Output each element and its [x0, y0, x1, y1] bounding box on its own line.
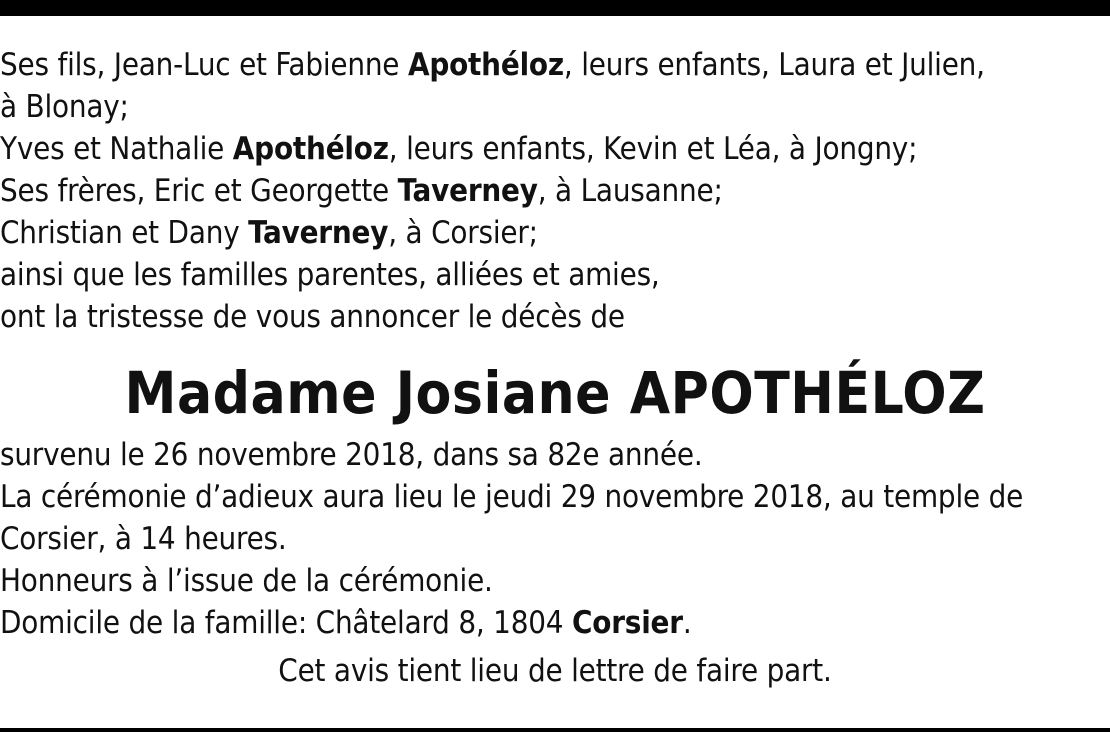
family-line-6: ainsi que les familles parentes, alliées et amies, [0, 257, 660, 293]
text-segment: . [682, 605, 692, 641]
family-line-3 [0, 128, 1110, 170]
family-surname: Taverney [397, 173, 538, 209]
top-rule [0, 0, 1110, 16]
details-line-2: La cérémonie d’adieux aura lieu le jeudi 29 novembre 2018, au temple de [0, 479, 1024, 515]
details-line-4: Honneurs à l’issue de la cérémonie. [0, 563, 493, 599]
text-segment: , leurs enfants, Laura et Julien, [563, 47, 985, 83]
closing-note: Cet avis tient lieu de lettre de faire part. [278, 653, 832, 689]
family-surname: Apothéloz [407, 47, 564, 83]
text-segment: Yves et Nathalie [0, 131, 233, 167]
family-line-2: à Blonay; [0, 89, 129, 125]
details-line-5 [0, 602, 1110, 644]
family-surname: Taverney [248, 215, 389, 251]
details-line-3: Corsier, à 14 heures. [0, 521, 287, 557]
text-segment: Domicile de la famille: Châtelard 8, 1804 [0, 605, 573, 641]
family-line-4 [0, 170, 1110, 212]
text-segment: Ses frères, Eric et Georgette [0, 173, 398, 209]
text-segment: , leurs enfants, Kevin et Léa, à Jongny; [388, 131, 918, 167]
bottom-rule [0, 728, 1110, 732]
family-line-5 [0, 212, 1110, 254]
family-surname: Apothéloz [232, 131, 389, 167]
text-segment: , à Corsier; [388, 215, 538, 251]
family-line-7: ont la tristesse de vous annoncer le décès de [0, 299, 625, 335]
place-name: Corsier [572, 605, 683, 641]
text-segment: Christian et Dany [0, 215, 249, 251]
text-segment: , à Lausanne; [537, 173, 723, 209]
deceased-name: Madame Josiane APOTHÉLOZ [124, 359, 986, 427]
family-line-1 [0, 44, 1110, 86]
text-segment: Ses fils, Jean-Luc et Fabienne [0, 47, 408, 83]
details-line-1: survenu le 26 novembre 2018, dans sa 82e année. [0, 437, 703, 473]
obituary-notice [0, 44, 1110, 692]
